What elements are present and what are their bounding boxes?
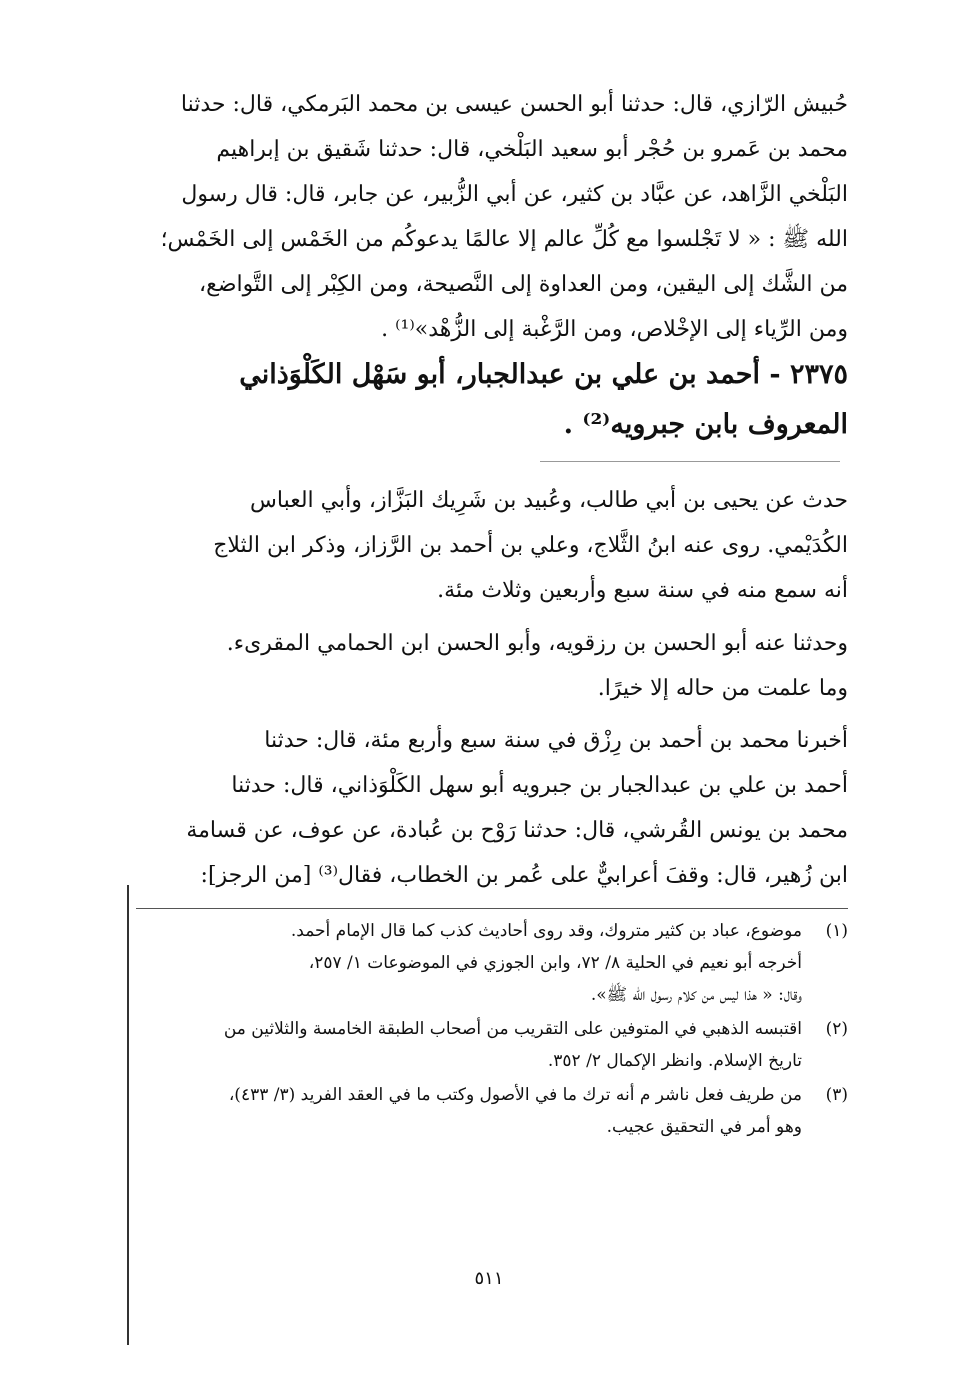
text-line: وحدثنا عنه أبو الحسن بن رزقويه، وأبو الحسن ابن الحمامي المقرىء. xyxy=(226,631,848,656)
footnote-line: وهو أمر في التحقيق عجيب. xyxy=(606,1117,802,1137)
heading-line: المعروف بابن جبرويه⁽²⁾ . xyxy=(563,409,848,440)
footnote-1 xyxy=(136,915,848,1011)
text-line: ابن زُهير، قال: وقفَ أعرابيٌّ على عُمر بن الخطاب، فقال⁽³⁾ [من الرجز]: xyxy=(200,863,848,888)
text-line: محمد بن يونس القُرشي، قال: حدثنا رَوْح بن عُبادة، عن عوف، عن قسامة xyxy=(186,818,848,843)
footnotes xyxy=(136,915,848,1145)
text-line: حُبيش الرّازي، قال: حدثنا أبو الحسن عيسى بن محمد البَرمكي، قال: حدثنا xyxy=(180,92,848,117)
footnote-3 xyxy=(136,1079,848,1143)
paragraph-narrators xyxy=(136,621,848,711)
text-line: أنه سمع منه في سنة سبع وأربعين وثلاث مئة. xyxy=(437,578,848,603)
footnote-line: اقتبسه الذهبي في المتوفين على التقريب من أصحاب الطبقة الخامسة والثلاثين من xyxy=(223,1019,802,1039)
footnote-line: من طريف فعل ناشر م أنه ترك ما في الأصول وكتب ما في العقد الفريد (٣/ ٤٣٣)، xyxy=(228,1085,802,1105)
text-line: أحمد بن علي بن عبدالجبار بن جبرويه أبو سهل الكَلْوَذاني، قال: حدثنا xyxy=(231,773,848,798)
page-number: ٥١١ xyxy=(474,1268,504,1289)
section-divider xyxy=(540,461,840,462)
text-line: ومن الرِّياء إلى الإخْلاص، ومن الرَّغْبة إلى الزُّهْد»⁽¹⁾ . xyxy=(381,317,848,342)
footnote-number: (١) xyxy=(825,921,848,941)
paragraph-report xyxy=(136,718,848,898)
entry-heading xyxy=(136,350,848,450)
footnote-2 xyxy=(136,1013,848,1077)
text-line: محمد بن عَمرو بن حُجْر أبو سعيد البَلْخي، قال: حدثنا شَقيق بن إبراهيم xyxy=(216,137,848,162)
heading-line: ٢٣٧٥ - أحمد بن علي بن عبدالجبار، أبو سَهْل الكَلْوَذاني xyxy=(239,359,848,390)
text-line: من الشَّك إلى اليقين، ومن العداوة إلى النَّصيحة، ومن الكِبْر إلى التَّواضع، xyxy=(199,272,848,297)
footnote-number: (٢) xyxy=(825,1019,848,1039)
footnote-line: وقال: « هذا ليس من كلام رسول الله ﷺ». xyxy=(590,985,802,1005)
footnote-line: أخرجه أبو نعيم في الحلية ٨/ ٧٢، وابن الجوزي في الموضوعات ١/ ٢٥٧، xyxy=(308,953,802,973)
text-line: البَلْخي الزَّاهد، عن عبَّاد بن كثير، عن أبي الزُّبير، عن جابر، قال: قال رسول xyxy=(181,182,848,207)
footnote-separator xyxy=(136,908,848,909)
text-line: حدث عن يحيى بن أبي طالب، وعُبيد بن شَرِيك البَزَّاز، وأبي العباس xyxy=(250,488,848,513)
text-line: الكُدَيْمي. روى عنه ابنُ الثَّلاج، وعلي بن أحمد بن الرَّزاز، وذكر ابن الثلاج xyxy=(213,533,848,558)
footnote-line: تاريخ الإسلام. وانظر الإكمال ٢/ ٣٥٢. xyxy=(547,1051,802,1071)
footnote-line: موضوع، عباد بن كثير متروك، وقد روى أحاديث كذب كما قال الإمام أحمد. xyxy=(290,921,802,941)
text-line: أخبرنا محمد بن أحمد بن رِزْق في سنة سبع وأربع مئة، قال: حدثنا xyxy=(264,728,848,753)
text-line: الله ﷺ : « لا تَجْلسوا مع كُلِّ عالم إلا عالمًا يدعوكُم من الخَمْس إلى الخَمْس؛ xyxy=(160,227,848,252)
text-line: وما علمت من حاله إلا خيرًا. xyxy=(597,676,848,701)
paragraph-biography xyxy=(136,478,848,613)
footnote-number: (٣) xyxy=(825,1085,848,1105)
paragraph-hadith-chain xyxy=(136,82,848,352)
